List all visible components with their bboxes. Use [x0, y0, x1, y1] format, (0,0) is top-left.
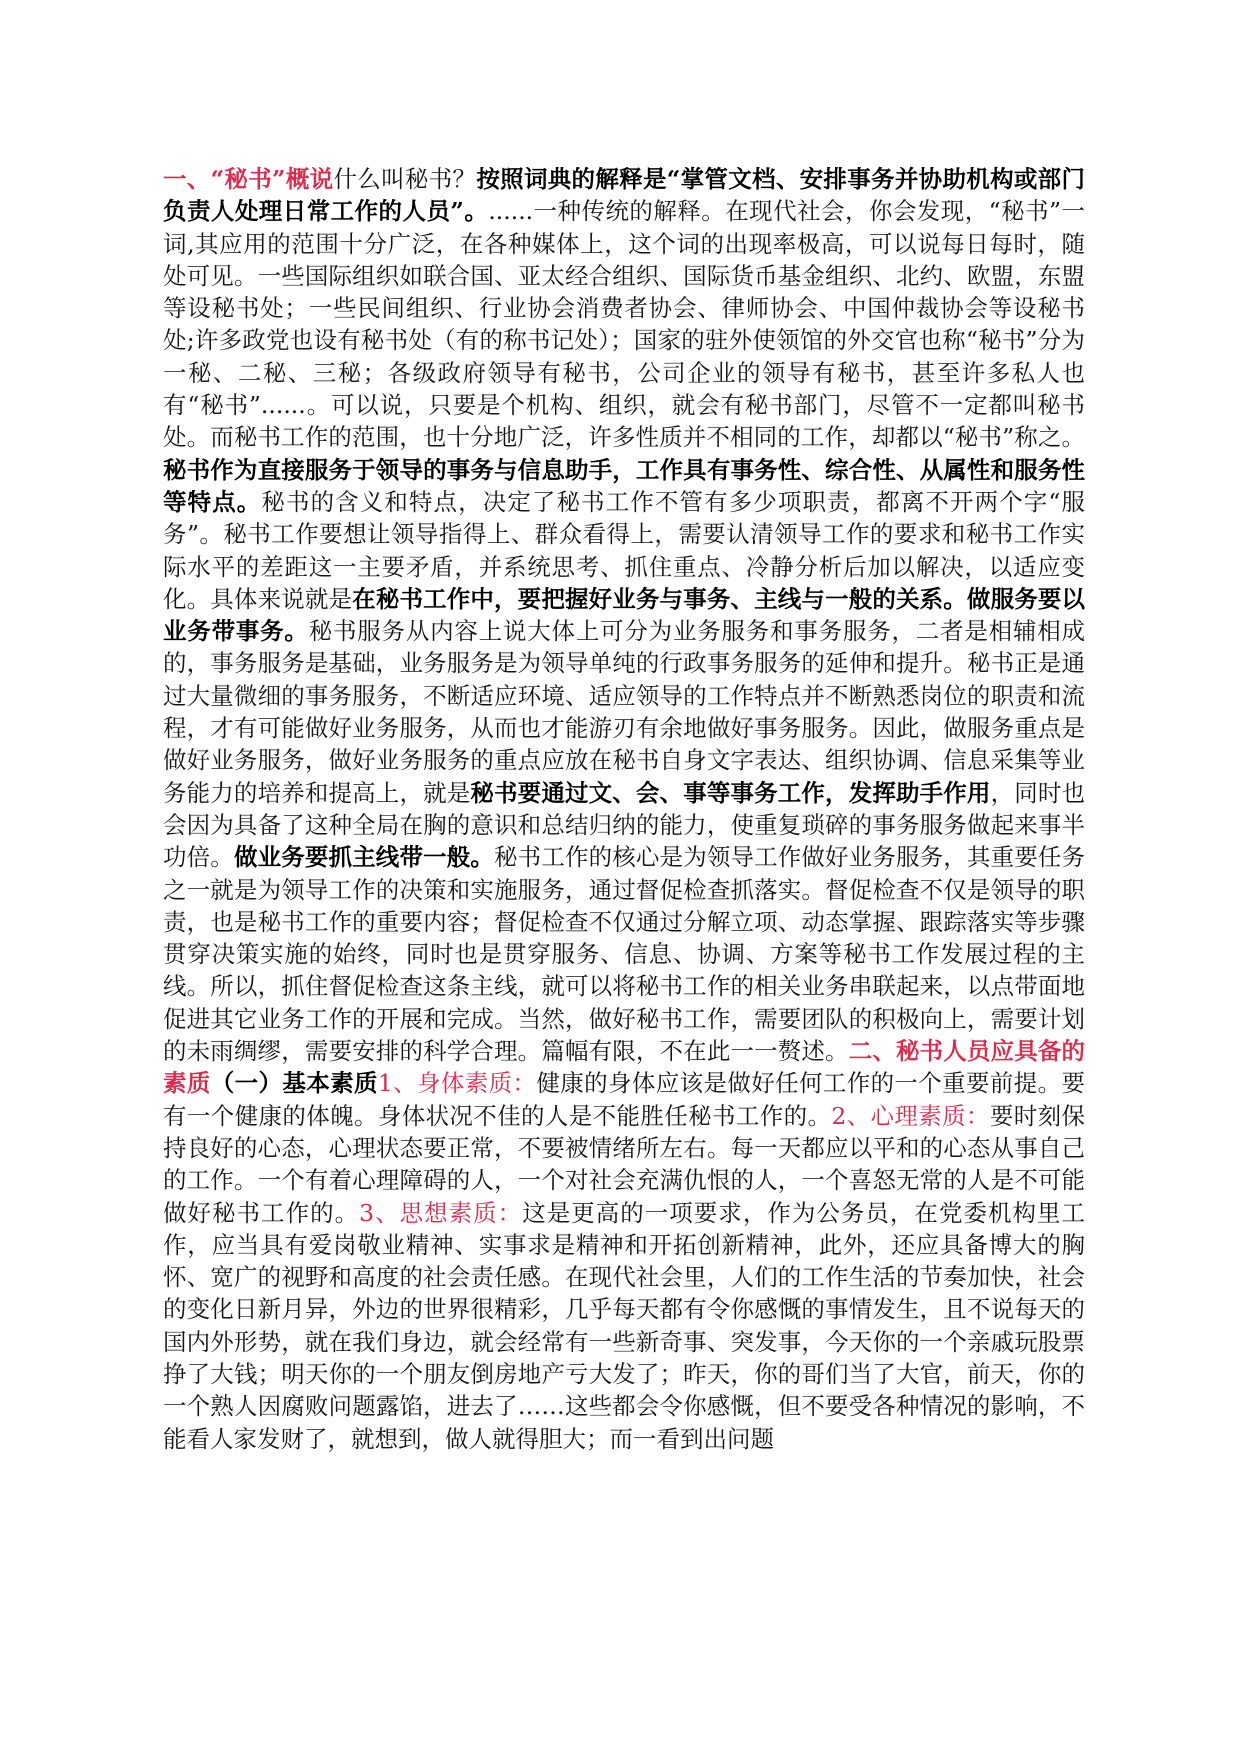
- text-run: 什么叫秘书？: [333, 165, 477, 193]
- item-label-psychological: 2、心理素质：: [831, 1101, 990, 1130]
- text-run: ，同时也会因为具备了这种全局在胸的意识和总结归纳的能力，使重复琐碎的事务服务做起来事半功倍。: [163, 778, 1086, 872]
- bold-characteristics: 秘书作为直接服务于领导的事务与信息助手，工作具有事务性、综合性、从属性和服务性等特点。: [163, 455, 1085, 516]
- text-run: 秘书工作的核心是为领导工作做好业务服务，其重要任务之一就是为领导工作的决策和实施服务，通过督促检查抓落实。督促检查不仅是领导的职责，也是秘书工作的重要内容；督促检查不仅通过分解立项、动态掌握、跟踪落实等步骤贯穿决策实施的始终，同时也是贯穿服务、信息、协调、方案等秘书工作发展过程的主线。所以，抓住督促检查这条主线，就可以将秘书工作的相关业务串联起来，以点带面地促进其它业务工作的开展和完成。当然，做好秘书工作，需要团队的积极向上，需要计划的未雨绸缪，需要安排的科学合理。篇幅有限，不在此一一赘述。: [163, 843, 1086, 1066]
- bold-definition: 按照词典的解释是“掌管文档、安排事务并协助机构或部门负责人处理日常工作的人员”。: [163, 165, 1085, 226]
- text-run: 要时刻保持良好的心态，心理状态要正常，不要被情绪所左右。每一天都应以平和的心态从事自己的工作。一个有着心理障碍的人，一个对社会充满仇恨的人，一个喜怒无常的人是不可能做好秘书工作的。: [163, 1101, 1086, 1227]
- text-run: 这是更高的一项要求，作为公务员，在党委机构里工作，应当具有爱岗敬业精神、实事求是精神和开拓创新精神，此外，还应具备博大的胸怀、宽广的视野和高度的社会责任感。在现代社会里，人们的工作生活的节奏加快，社会的变化日新月异，外边的世界很精彩，几乎每天都有令你感慨的事情发生，且不说每天的国内外形势，就在我们身边，就会经常有一些新奇事、突发事，今天你的一个亲戚玩股票挣了大钱；明天你的一个朋友倒房地产亏大发了；昨天，你的哥们当了大官，前天，你的一个熟人因腐败问题露馅，进去了……这些都会令你感慨，但不要受各种情况的影响，不能看人家发财了，就想到，做人就得胆大；而一看到出问题: [163, 1198, 1086, 1453]
- text-run: 秘书服务从内容上说大体上可分为业务服务和事务服务，二者是相辅相成的，事务服务是基础，业务服务是为领导单纯的行政事务服务的延伸和提升。秘书正是通过大量微细的事务服务，不断适应环境、适应领导的工作特点并不断熟悉岗位的职责和流程，才有可能做好业务服务，从而也才能游刃有余地做好事务服务。因此，做服务重点是做好业务服务，做好业务服务的重点应放在秘书自身文字表达、组织协调、信息采集等业务能力的培养和提高上，就是: [163, 617, 1085, 807]
- text-run: 秘书的含义和特点，决定了秘书工作不管有多少项职责，都离不开两个字“服务”。秘书工作要想让领导指得上、群众看得上，需要认清领导工作的要求和秘书工作实际水平的差距这一主要矛盾，并系统思考、抓住重点、冷静分析后加以解决，以适应变化。具体来说就是: [163, 487, 1086, 613]
- bold-key-point: 在秘书工作中，要把握好业务与事务、主线与一般的关系。做服务要以业务带事务。: [163, 584, 1086, 646]
- item-label-ideological: 3、思想素质：: [359, 1198, 523, 1227]
- text-run: ......一种传统的解释。在现代社会，你会发现，“秘书”一词,其应用的范围十分广泛，在各种媒体上，这个词的出现率极高，可以说每日每时，随处可见。一些国际组织如联合国、亚太经合组织、国际货币基金组织、北约、欧盟，东盟等设秘书处；一些民间组织、行业协会消费者协会、律师协会、中国仲裁协会等设秘书处;许多政党也设有秘书处（有的称书记处）；国家的驻外使领馆的外交官也称“秘书”分为一秘、二秘、三秘；各级政府领导有秘书，公司企业的领导有秘书，甚至许多私人也有“秘书”......。可以说，只要是个机构、组织，就会有秘书部门，尽管不一定都叫秘书处。而秘书工作的范围，也十分地广泛，许多性质并不相同的工作，却都以“秘书”称之。: [163, 197, 1085, 452]
- section-heading-overview: 一、“秘书”概说: [163, 165, 334, 193]
- body-paragraph: [163, 163, 1085, 1455]
- item-label-physical: 1、身体素质：: [377, 1069, 537, 1098]
- text-run: 健康的身体应该是做好任何工作的一个重要前提。要有一个健康的体魄。身体状况不佳的人是不能胜任秘书工作的。: [163, 1069, 1086, 1130]
- section-heading-qualities: 二、秘书人员应具备的素质: [163, 1037, 1086, 1098]
- subheading-basic-qualities: （一）基本素质: [210, 1069, 378, 1098]
- bold-assistant-role: 秘书要通过文、会、事等事务工作，发挥助手作用: [470, 778, 991, 807]
- bold-main-line: 做业务要抓主线带一般。: [233, 843, 495, 872]
